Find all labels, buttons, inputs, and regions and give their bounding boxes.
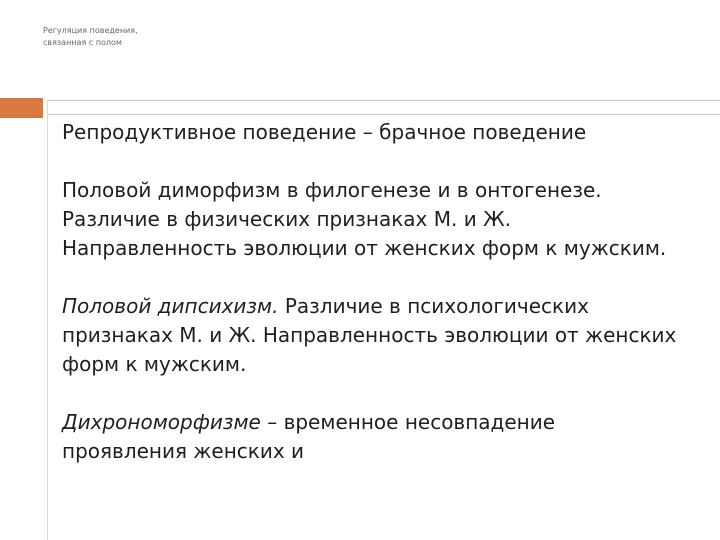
text-line: [62, 294, 401, 318]
term-dipsychism: Половой дипсихизм.: [62, 294, 279, 318]
paragraph-dipsychism: [62, 292, 682, 379]
text-line: форм к мужским.: [62, 352, 247, 376]
text-line: онтогенезе. Различие в физических: [62, 178, 602, 231]
slide-body: [62, 118, 682, 495]
subtitle-line-1: Регуляция поведения,: [43, 26, 138, 35]
text-line: Репродуктивное поведение – брачное: [62, 120, 466, 144]
text-line: психологических признаках М. и Ж.: [62, 294, 589, 347]
text-line: Половой диморфизм в филогенезе и в: [62, 178, 469, 202]
text-fragment: – временное: [260, 410, 399, 434]
text-line: несовпадение проявления женских и: [62, 410, 556, 463]
subtitle-line-2: связанная с полом: [43, 38, 122, 47]
accent-square: [0, 98, 43, 118]
text-line: Направленность эволюции от женских: [262, 323, 677, 347]
text-line: поведение: [472, 120, 587, 144]
text-line: эволюции от женских форм к мужским.: [243, 236, 667, 260]
term-dichronomorphism: Дихрономорфизме: [62, 410, 261, 434]
text-line: [62, 410, 398, 434]
paragraph-dimorphism: [62, 176, 682, 263]
text-line: признаках М. и Ж. Направленность: [62, 207, 511, 260]
divider-bar: [47, 100, 720, 115]
paragraph-reproductive: [62, 118, 682, 147]
text-fragment: Различие в: [278, 294, 401, 318]
paragraph-dichronomorphism: [62, 408, 682, 466]
vertical-divider: [47, 100, 48, 540]
slide-subtitle: [43, 25, 243, 49]
